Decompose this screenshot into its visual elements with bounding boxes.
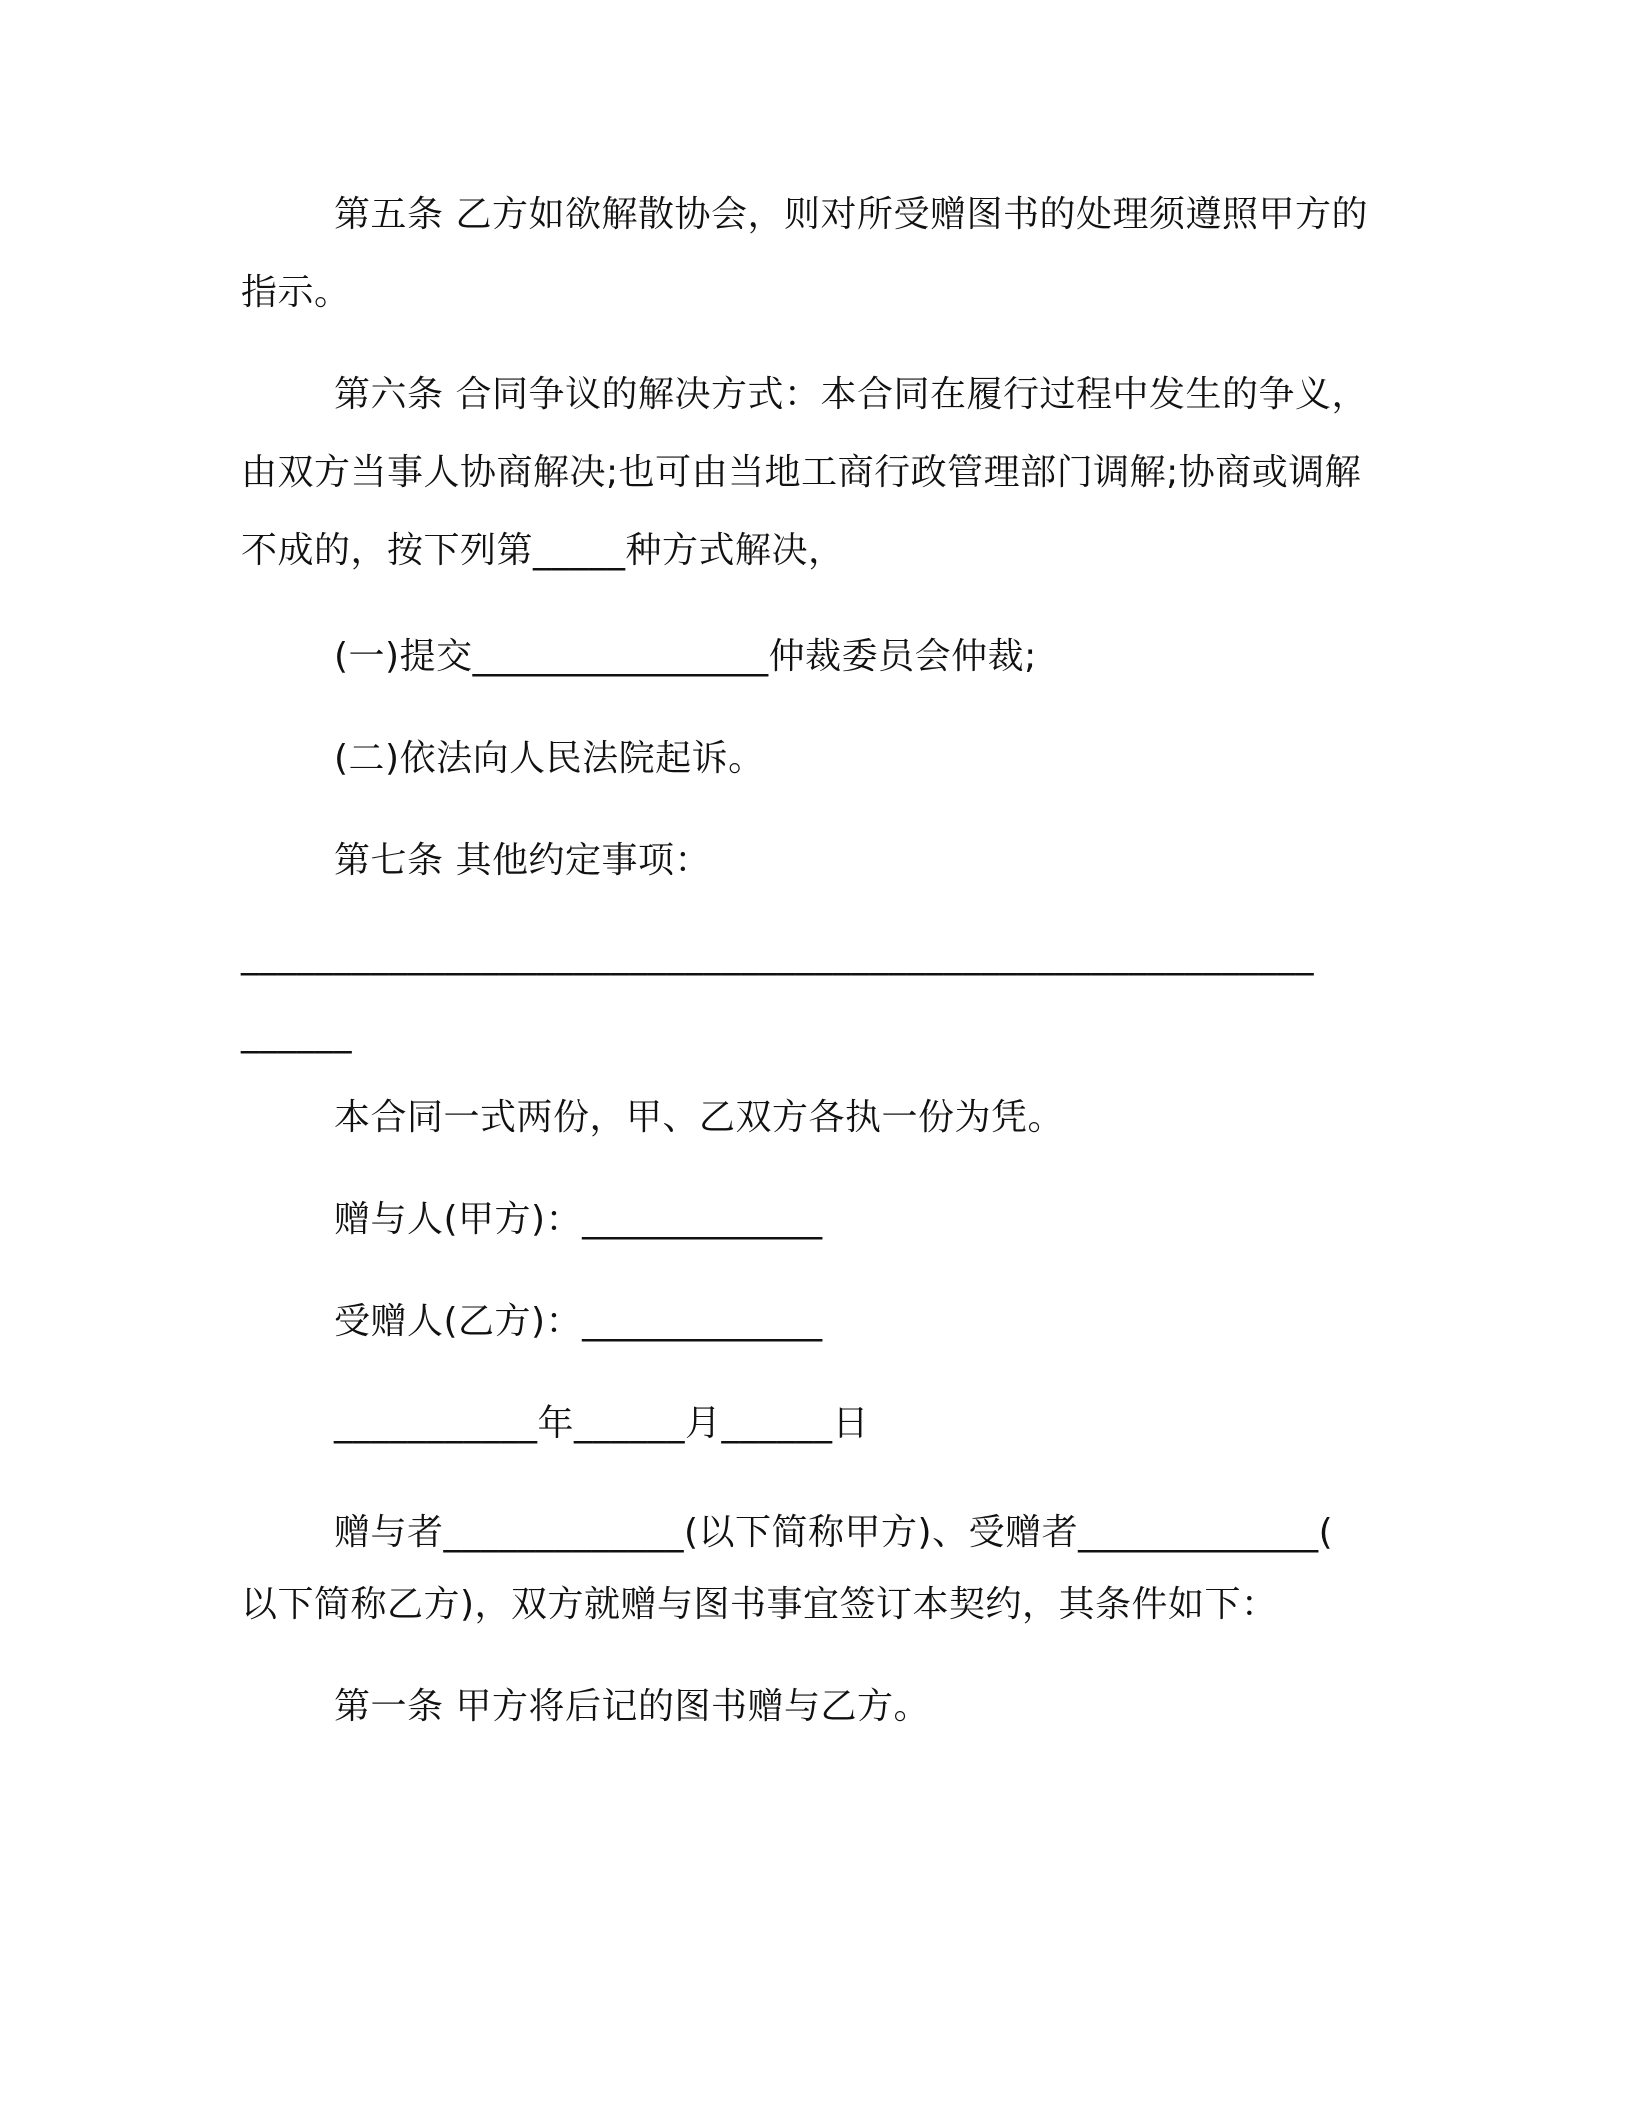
article-7-text: 第七条 其他约定事项： xyxy=(334,840,711,881)
other-terms-blank-1: __________________________________________________________ xyxy=(241,935,1314,976)
article-5-continuation: 指示。 xyxy=(241,272,351,313)
parties-intro-continuation: 以下简称乙方)，双方就赠与图书事宜签订本契约，其条件如下： xyxy=(241,1584,1278,1625)
article-6-continuation-1: 由双方当事人协商解决;也可由当地工商行政管理部门调解;协商或调解 xyxy=(241,452,1362,493)
parties-intro: 赠与者_____________(以下简称甲方)、受赠者_____________( xyxy=(334,1512,1334,1553)
dispute-option-2: (二)依法向人民法院起诉。 xyxy=(334,738,765,779)
copies-statement: 本合同一式两份，甲、乙双方各执一份为凭。 xyxy=(334,1097,1065,1138)
date-line: ___________年______月______日 xyxy=(334,1403,869,1444)
dispute-option-1: (一)提交________________仲裁委员会仲裁; xyxy=(334,636,1037,677)
article-1-text: 第一条 甲方将后记的图书赠与乙方。 xyxy=(334,1686,930,1727)
article-5-text: 第五条 乙方如欲解散协会，则对所受赠图书的处理须遵照甲方的 xyxy=(334,194,1368,235)
article-6-text: 第六条 合同争议的解决方式：本合同在履行过程中发生的争义， xyxy=(334,374,1368,415)
article-6-continuation-2: 不成的，按下列第_____种方式解决， xyxy=(241,530,845,571)
donor-signature-line: 赠与人(甲方)：_____________ xyxy=(334,1199,823,1240)
other-terms-blank-2: ______ xyxy=(241,1013,352,1054)
donee-signature-line: 受赠人(乙方)：_____________ xyxy=(334,1301,823,1342)
